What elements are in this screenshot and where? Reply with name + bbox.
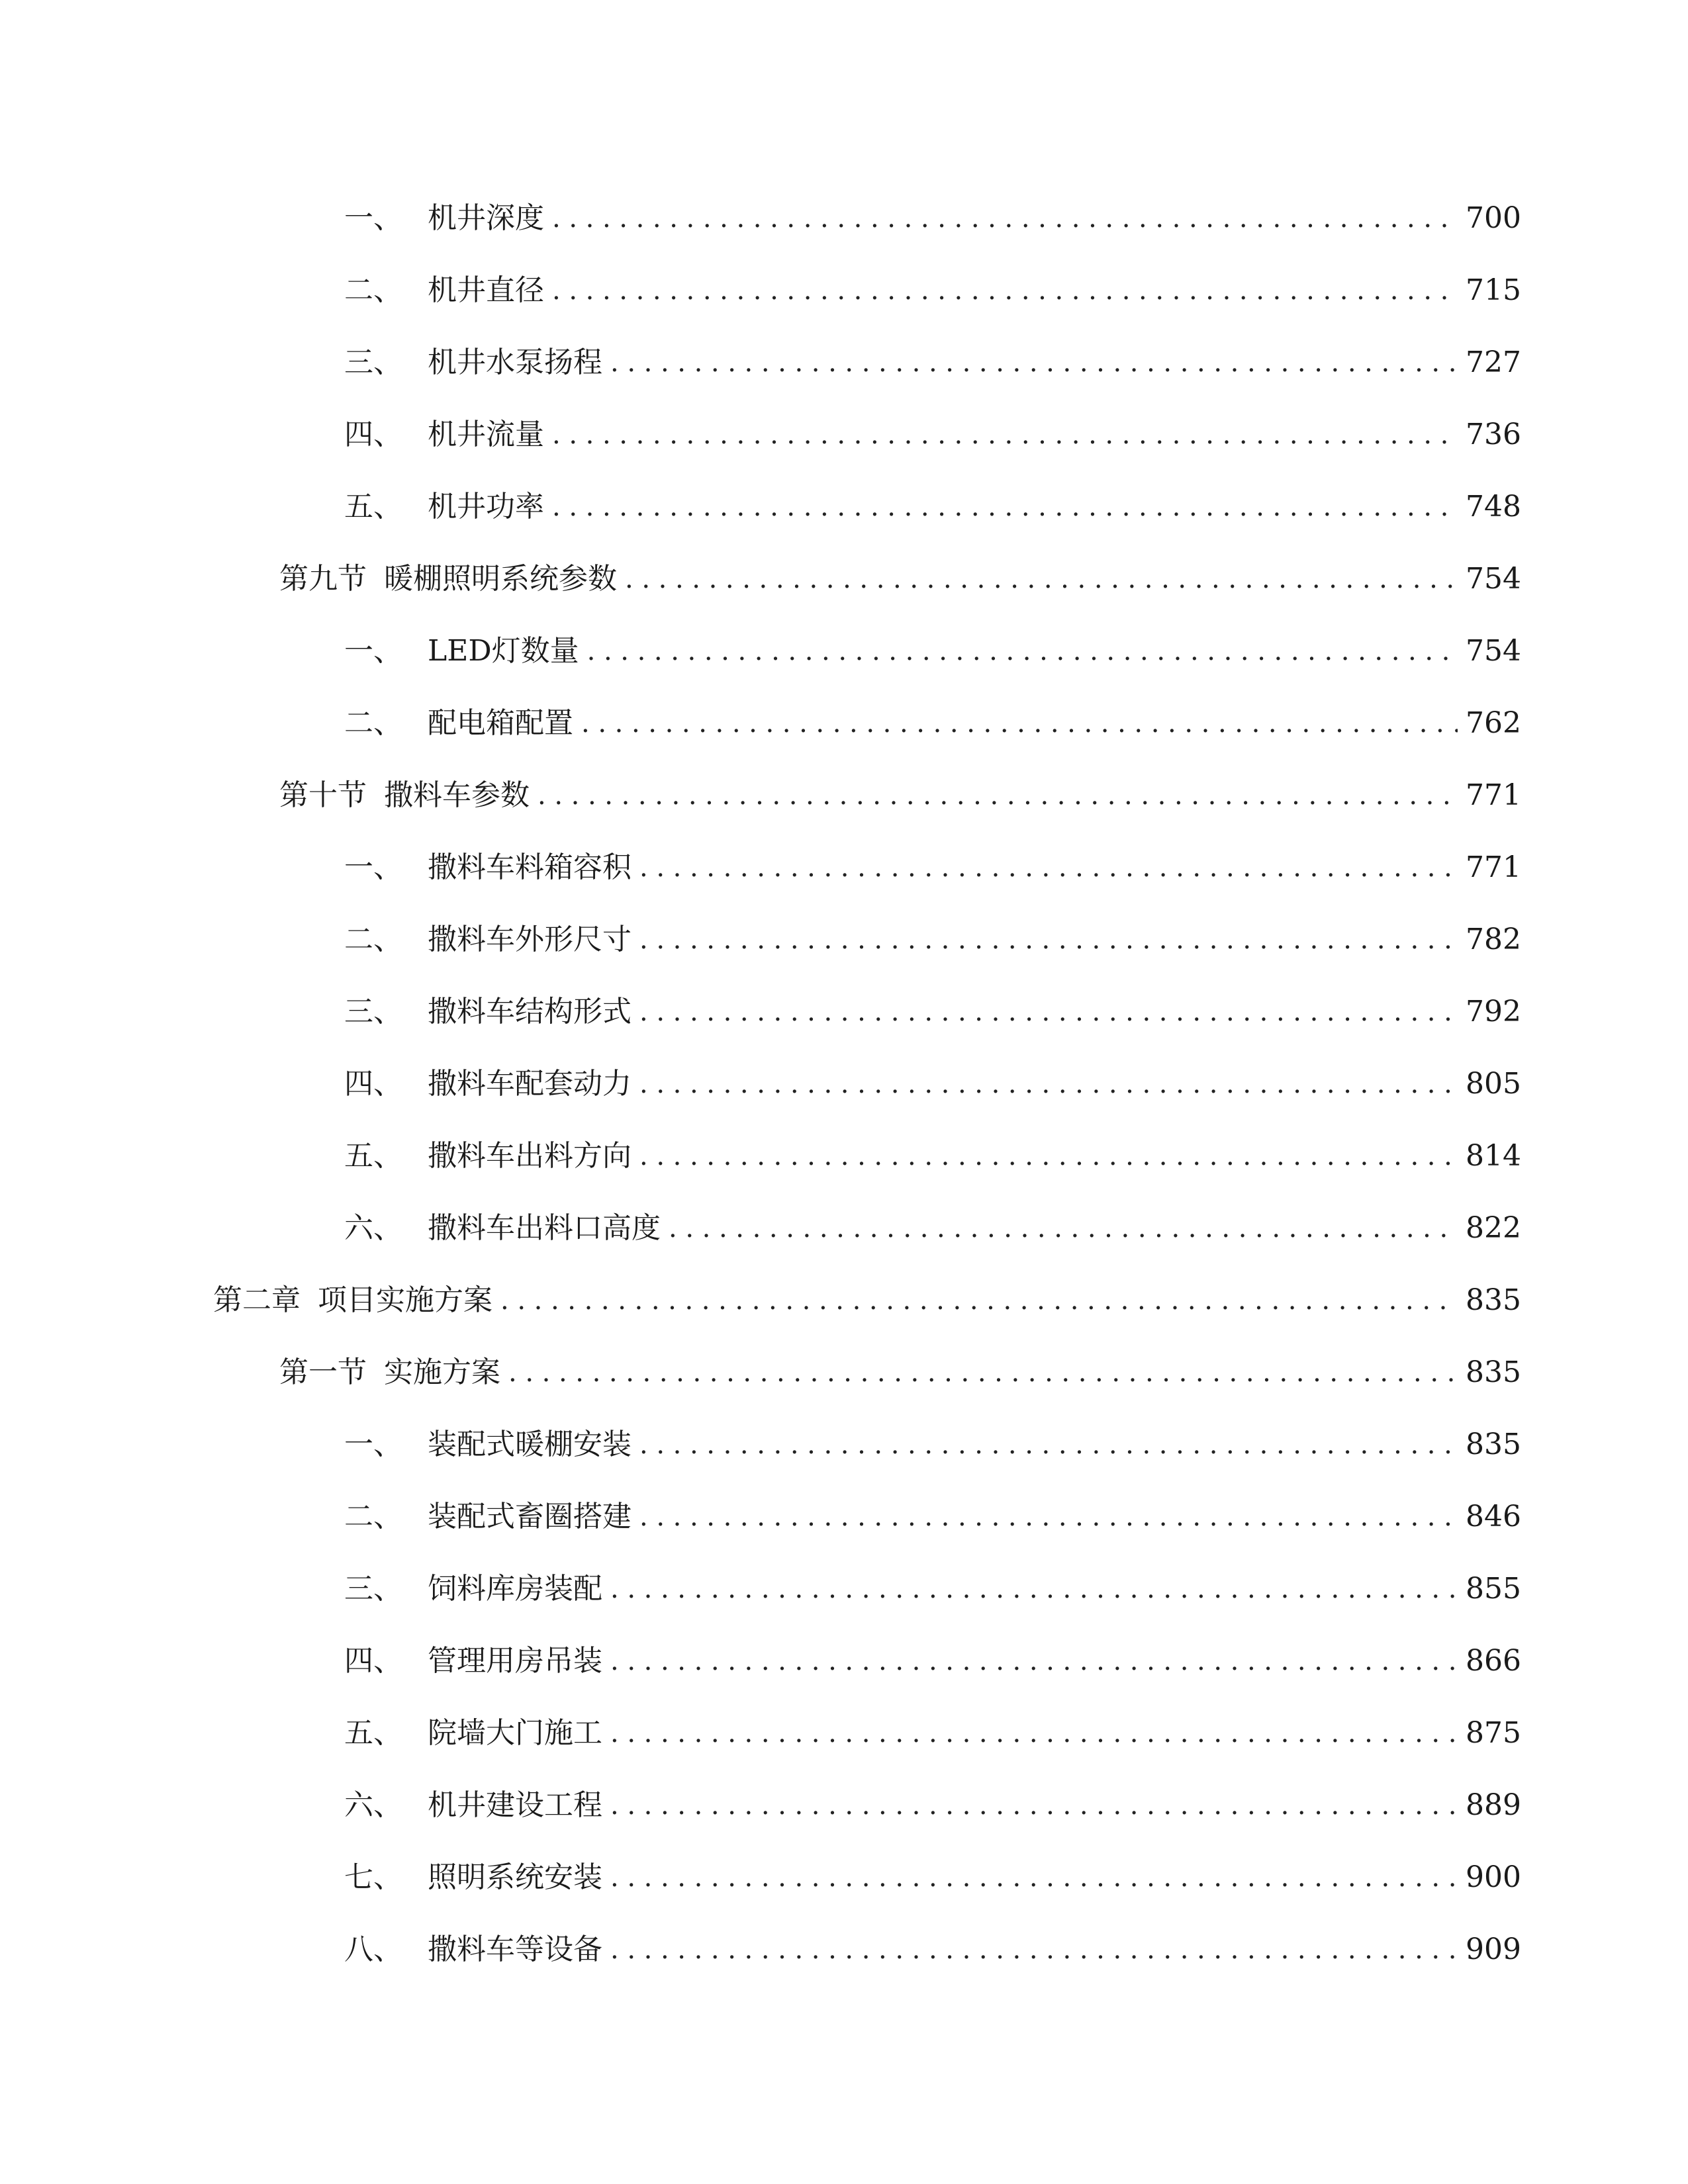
toc-entry[interactable] [344, 1707, 1521, 1760]
dot-leader [552, 264, 1458, 317]
toc-entry-title: 机井深度 [428, 201, 544, 235]
toc-entry-title: 项目实施方案 [318, 1283, 492, 1317]
toc-entry-number: 三、 [344, 1572, 402, 1606]
toc-entry[interactable] [344, 336, 1521, 389]
toc-entry-title: 机井建设工程 [428, 1788, 602, 1822]
dot-leader [552, 480, 1458, 533]
toc-entry[interactable] [344, 1058, 1521, 1111]
dot-leader [639, 1130, 1458, 1183]
toc-entry-page: 835 [1466, 1428, 1521, 1461]
toc-entry-page: 782 [1466, 923, 1521, 956]
toc-entry-number: 二、 [344, 923, 402, 956]
toc-entry-title: 撒料车出料方向 [428, 1139, 632, 1173]
toc-entry-title: LED灯数量 [428, 634, 579, 668]
toc-entry-page: 889 [1466, 1788, 1521, 1822]
toc-entry-title: 装配式畜圈搭建 [428, 1500, 632, 1533]
toc-entry-title: 撒料车等设备 [428, 1933, 602, 1966]
dot-leader [508, 1346, 1458, 1399]
toc-entry[interactable] [344, 1418, 1521, 1471]
dot-leader [639, 985, 1458, 1038]
dot-leader [581, 697, 1458, 750]
toc-entry-title: 照明系统安装 [428, 1860, 602, 1894]
toc-entry-page: 754 [1466, 634, 1521, 668]
toc-entry-number: 一、 [344, 850, 402, 884]
toc-entry-page: 700 [1466, 201, 1521, 235]
toc-entry-title: 撒料车参数 [384, 778, 530, 812]
toc-entry-number: 七、 [344, 1860, 402, 1894]
toc-entry-page: 805 [1466, 1067, 1521, 1101]
toc-entry-page: 762 [1466, 706, 1521, 740]
toc-entry-page: 835 [1466, 1283, 1521, 1317]
toc-entry-title: 撒料车配套动力 [428, 1067, 632, 1101]
toc-entry-page: 727 [1466, 345, 1521, 379]
toc-section-entry[interactable] [279, 553, 1521, 606]
toc-entry-number: 二、 [344, 273, 402, 307]
toc-entry-title: 机井水泵扬程 [428, 345, 602, 379]
toc-entry-number: 六、 [344, 1211, 402, 1245]
toc-section-entry[interactable] [279, 1346, 1521, 1399]
toc-entry-title: 暖棚照明系统参数 [384, 562, 617, 596]
toc-entry[interactable] [344, 1563, 1521, 1615]
toc-entry-title: 实施方案 [384, 1355, 500, 1389]
toc-entry[interactable] [344, 1923, 1521, 1976]
toc-entry-number: 第二章 [213, 1283, 301, 1317]
toc-entry-number: 一、 [344, 1428, 402, 1461]
dot-leader [610, 1779, 1458, 1832]
toc-entry-page: 715 [1466, 273, 1521, 307]
dot-leader [639, 1490, 1458, 1543]
toc-entry[interactable] [344, 1202, 1521, 1255]
toc-entry-number: 第十节 [279, 778, 367, 812]
toc-chapter-entry[interactable] [213, 1274, 1521, 1327]
toc-entry-title: 撒料车料箱容积 [428, 850, 632, 884]
toc-entry-title: 院墙大门施工 [428, 1716, 602, 1750]
dot-leader [538, 769, 1458, 822]
dot-leader [610, 336, 1458, 389]
dot-leader [552, 192, 1458, 245]
toc-entry-page: 754 [1466, 562, 1521, 596]
toc-entry[interactable] [344, 697, 1521, 750]
toc-entry-title: 撒料车外形尺寸 [428, 923, 632, 956]
toc-entry-page: 748 [1466, 490, 1521, 523]
toc-entry-title: 饲料库房装配 [428, 1572, 602, 1606]
toc-entry[interactable] [344, 192, 1521, 245]
toc-entry[interactable] [344, 1851, 1521, 1904]
toc-entry[interactable] [344, 1130, 1521, 1183]
toc-entry[interactable] [344, 625, 1521, 678]
toc-entry-number: 二、 [344, 1500, 402, 1533]
toc-entry-number: 四、 [344, 1067, 402, 1101]
toc-entry-title: 机井流量 [428, 418, 544, 451]
toc-entry-page: 846 [1466, 1500, 1521, 1533]
dot-leader [639, 913, 1458, 966]
dot-leader [639, 841, 1458, 894]
toc-entry-page: 900 [1466, 1860, 1521, 1894]
toc-entry-page: 835 [1466, 1355, 1521, 1389]
toc-entry[interactable] [344, 913, 1521, 966]
toc-entry-number: 三、 [344, 995, 402, 1028]
toc-entry-page: 736 [1466, 418, 1521, 451]
toc-entry-page: 866 [1466, 1644, 1521, 1678]
dot-leader [610, 1851, 1458, 1904]
toc-entry-page: 822 [1466, 1211, 1521, 1245]
dot-leader [639, 1058, 1458, 1111]
toc-entry-page: 875 [1466, 1716, 1521, 1750]
toc-entry-number: 八、 [344, 1933, 402, 1966]
toc-entry-page: 814 [1466, 1139, 1521, 1173]
toc-entry-number: 四、 [344, 418, 402, 451]
toc-entry[interactable] [344, 1779, 1521, 1832]
dot-leader [500, 1274, 1458, 1327]
toc-entry-number: 一、 [344, 201, 402, 235]
dot-leader [639, 1418, 1458, 1471]
toc-entry-number: 四、 [344, 1644, 402, 1678]
dot-leader [610, 1635, 1458, 1688]
toc-entry-title: 装配式暖棚安装 [428, 1428, 632, 1461]
dot-leader [610, 1707, 1458, 1760]
toc-entry-number: 一、 [344, 634, 402, 668]
dot-leader [587, 625, 1458, 678]
toc-entry-number: 三、 [344, 345, 402, 379]
toc-entry-title: 撒料车结构形式 [428, 995, 632, 1028]
toc-entry[interactable] [344, 1490, 1521, 1543]
dot-leader [552, 408, 1458, 461]
dot-leader [625, 553, 1458, 606]
dot-leader [669, 1202, 1458, 1255]
toc-entry-page: 771 [1466, 778, 1521, 812]
toc-entry-number: 六、 [344, 1788, 402, 1822]
toc-entry[interactable] [344, 985, 1521, 1038]
toc-entry-number: 五、 [344, 490, 402, 523]
toc-entry[interactable] [344, 1635, 1521, 1688]
toc-entry-page: 771 [1466, 850, 1521, 884]
toc-entry-title: 管理用房吊装 [428, 1644, 602, 1678]
toc-entry-title: 撒料车出料口高度 [428, 1211, 661, 1245]
toc-entry-number: 五、 [344, 1139, 402, 1173]
toc-entry-number: 二、 [344, 706, 402, 740]
toc-entry-title: 配电箱配置 [428, 706, 573, 740]
toc-entry[interactable] [344, 408, 1521, 461]
toc-entry-number: 第一节 [279, 1355, 367, 1389]
dot-leader [610, 1923, 1458, 1976]
toc-entry-page: 909 [1466, 1933, 1521, 1966]
toc-entry[interactable] [344, 264, 1521, 317]
toc-entry[interactable] [344, 841, 1521, 894]
toc-entry-number: 第九节 [279, 562, 367, 596]
toc-entry-page: 855 [1466, 1572, 1521, 1606]
toc-entry-title: 机井功率 [428, 490, 544, 523]
toc-section-entry[interactable] [279, 769, 1521, 822]
dot-leader [610, 1563, 1458, 1615]
toc-entry-number: 五、 [344, 1716, 402, 1750]
toc-entry[interactable] [344, 480, 1521, 533]
toc-entry-page: 792 [1466, 995, 1521, 1028]
toc-entry-title: 机井直径 [428, 273, 544, 307]
